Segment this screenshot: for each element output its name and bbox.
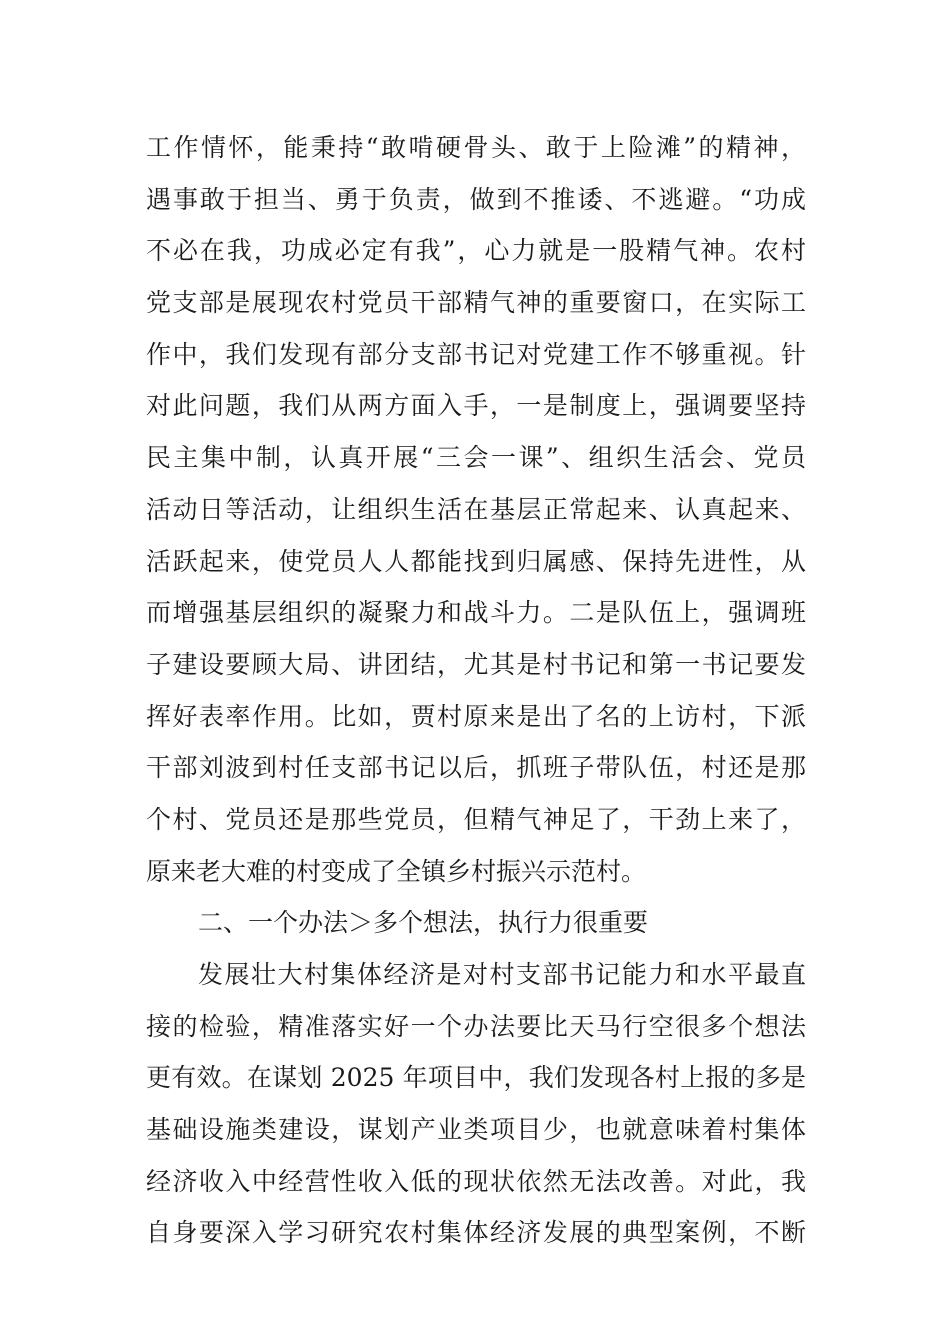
paragraph-first-line: 发展壮大村集体经济是对村支部书记能力和水平最直: [198, 960, 806, 989]
text-line: 经济收入中经营性收入低的现状依然无法改善。对此，我: [146, 1166, 806, 1196]
text-line: 党支部是展现农村党员干部精气神的重要窗口，在实际工: [146, 288, 806, 318]
text-line: 活跃起来，使党员人人都能找到归属感、保持先进性，从: [146, 546, 806, 576]
text-line: 遇事敢于担当、勇于负责，做到不推诿、不逃避。“功成: [146, 184, 806, 214]
text-line: 基础设施类建设，谋划产业类项目少，也就意味着村集体: [146, 1115, 806, 1145]
document-body: [146, 128, 806, 1265]
text-line: 个村、党员还是那些党员，但精气神足了，干劲上来了，: [146, 804, 806, 834]
section-heading: 二、一个办法＞多个想法，执行力很重要: [198, 908, 649, 938]
text-line: 子建设要顾大局、讲团结，尤其是村书记和第一书记要发: [146, 649, 806, 679]
text-line: 而增强基层组织的凝聚力和战斗力。二是队伍上，强调班: [146, 598, 806, 628]
paragraph-last-line: 原来老大难的村变成了全镇乡村振兴示范村。: [146, 856, 647, 886]
text-line: 不必在我，功成必定有我”，心力就是一股精气神。农村: [146, 236, 806, 266]
text-line: 挥好表率作用。比如，贾村原来是出了名的上访村，下派: [146, 701, 806, 731]
text-line: 对此问题，我们从两方面入手，一是制度上，强调要坚持: [146, 391, 806, 421]
text-line: 干部刘波到村任支部书记以后，抓班子带队伍，村还是那: [146, 753, 806, 783]
text-line: 自身要深入学习研究农村集体经济发展的典型案例，不断: [146, 1218, 806, 1248]
text-line: 工作情怀，能秉持“敢啃硬骨头、敢于上险滩”的精神，: [146, 133, 806, 162]
text-line: 活动日等活动，让组织生活在基层正常起来、认真起来、: [146, 494, 806, 524]
text-line: 民主集中制，认真开展“三会一课”、组织生活会、党员: [146, 443, 806, 473]
text-line: 接的检验，精准落实好一个办法要比天马行空很多个想法: [146, 1011, 806, 1041]
text-line: 作中，我们发现有部分支部书记对党建工作不够重视。针: [146, 339, 806, 369]
text-line: 更有效。在谋划 2025 年项目中，我们发现各村上报的多是: [146, 1063, 806, 1093]
